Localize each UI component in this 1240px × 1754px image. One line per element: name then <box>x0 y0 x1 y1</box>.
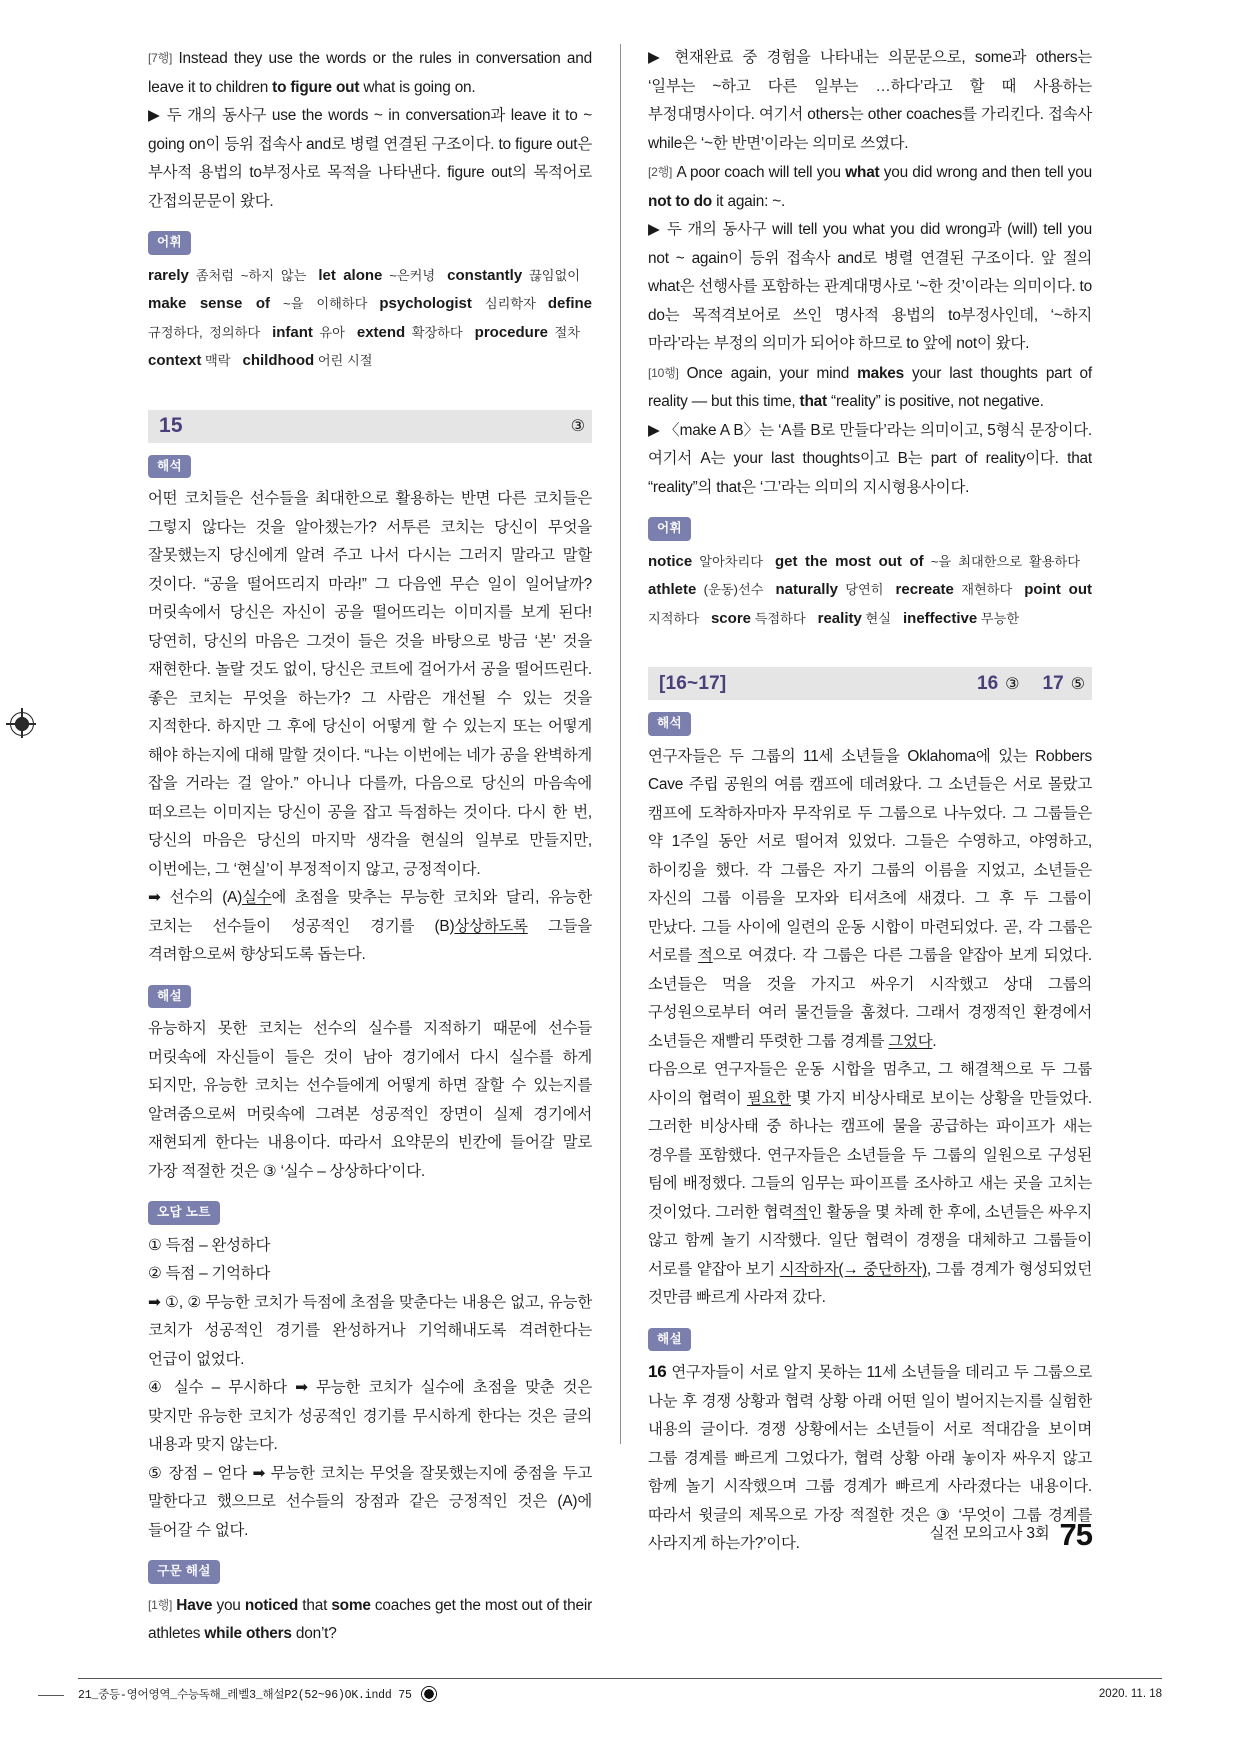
left-column <box>148 44 592 1649</box>
vocab-meaning: 무능한 <box>977 610 1020 626</box>
interpretation-paragraph-1: 연구자들은 두 그룹의 11세 소년들을 Oklahoma에 있는 Robbers Cave 주립 공원의 여름 캠프에 데려왔다. 그 소년들은 서로 몰랐고 캠프에 도착하자마자 무작위로 두 그룹으로 나누었다. 그 그룹들은 약 1주일 동안 서로 떨어져 있었다. 그들은 수영하고, 야영하고, 하이킹을 했다. 각 그룹은 자기 그룹의 이름을 지었고, 소년들은 자신의 그룹 이름을 모자와 티셔츠에 새겼다. 그 후 두 그룹이 만났다. 그들 사이에 일련의 운동 시합이 마련되었다. 곧, 각 그룹은 서로를 적으로 여겼다. 각 그룹은 다른 그룹을 얕잡아 보게 되었다. 소년들은 먹을 것을 가지고 싸우기 시작했고 상대 그룹의 구성원으로부터 여러 물건들을 훔쳤다. 그래서 경쟁적인 환경에서 소년들은 재빨리 뚜렷한 그룹 경계를 그었다. <box>648 747 1092 1050</box>
question-answer: ③ <box>570 418 585 436</box>
vocab-meaning: ~을 이해하다 <box>270 296 368 312</box>
answer-question-number: 16 <box>977 672 999 694</box>
line-marker: [2행] <box>648 165 673 179</box>
wrong-note-item: ➡ ①, ② 무능한 코치가 득점에 초점을 맞춘다는 내용은 없고, 유능한 코치가 성공적인 경기를 완성하거나 기억해내도록 격려한다는 언급이 없었다. <box>148 1293 592 1368</box>
right-syntax-items <box>648 158 1092 502</box>
vocab-meaning: 득점하다 <box>751 610 806 626</box>
syntax-token: it again: ~. <box>712 192 786 210</box>
vocab-meaning: ~은커녕 <box>382 267 436 283</box>
syntax-token: that <box>298 1596 332 1614</box>
wrong-notes-label-row <box>148 1201 592 1225</box>
vocab-meaning: 확장하다 <box>405 324 463 340</box>
interpretation-paragraph: 어떤 코치들은 선수들을 최대한으로 활용하는 반면 다른 코치들은 그렇지 않다는 것을 알아챘는가? 서투른 코치는 당신이 무엇을 잘못했는지 당신에게 알려 주고 나서 다시는 그러지 말라고 말할 것이다. “공을 떨어뜨리지 마라!” 그 다음엔 무슨 일이 일어날까? 머릿속에서 당신은 자신이 공을 떨어뜨리는 이미지를 보게 된다! 당연히, 당신의 마음은 그것이 들은 것을 바탕으로 방금 ‘본’ 것을 재현한다. 놀랄 것도 없이, 당신은 코트에 걸어가서 공을 떨어뜨린다. 좋은 코치는 무엇을 하는가? 그 사람은 개선될 수 있는 것을 지적한다. 하지만 그 후에 당신이 어떻게 할 수 있는지 또는 어떻게 해야 하는지에 대해 말할 것이다. “나는 이번에는 네가 공을 완벽하게 잡을 거라는 걸 알아.” 아니나 다를까, 다음으로 당신의 마음속에 떠오르는 이미지는 당신이 공을 잡고 득점하는 것이다. 다시 한 번, 당신의 마음은 당신의 마지막 생각을 현실의 일부로 만들지만, 이번에는, 그 ‘현실’이 부정적이지 않고, 긍정적이다. <box>148 490 592 878</box>
explanation-pill: 해설 <box>648 1328 691 1352</box>
syntax-bold-token: that <box>799 393 827 410</box>
vocab-word: psychologist <box>379 295 472 313</box>
syntax-token: coaches get the most out of their athletes <box>148 1596 592 1643</box>
vocabulary-label-row-left <box>148 231 592 255</box>
vocab-meaning: 절차 <box>548 324 580 340</box>
vocab-meaning: 좀처럼 ~하지 않는 <box>188 267 307 283</box>
syntax-bold-token: what <box>845 164 880 181</box>
vocab-word: ineffective <box>902 609 978 627</box>
interpretation-paragraph-2: 다음으로 연구자들은 운동 시합을 멈추고, 그 해결책으로 두 그룹 사이의 협력이 필요한 몇 가지 비상사태로 보이는 상황을 만들었다. 그러한 비상사태 중 하나는 캠프에 물을 공급하는 파이프가 새는 경우를 포함했다. 연구자들은 소년들을 두 그룹의 일원으로 구성된 팀에 배정했다. 그들의 임무는 파이프를 조사하고 새는 곳을 고치는 것이었다. 그러한 협력적인 활동을 몇 차례 한 후에, 소년들은 싸우지 않고 함께 놀기 시작했다. 일단 협력이 경쟁을 대체하고 그룹들이 서로를 얕잡아 보기 시작하자(→ 중단하자), 그룹 경계가 형성되었던 것만큼 빠르게 사라져 갔다. <box>648 1061 1093 1307</box>
vocab-word: notice <box>648 552 693 570</box>
vocabulary-list-right <box>648 548 1092 634</box>
syntax-bold-token: noticed <box>244 1596 299 1614</box>
column-divider <box>620 44 621 1444</box>
question-range: [16~17] <box>659 672 727 694</box>
vocabulary-pill: 어휘 <box>648 517 691 541</box>
summary-pre: 선수의 (A) <box>160 889 243 907</box>
vocab-meaning: 맥락 <box>201 353 231 369</box>
summary-blank-b: 상상하도록 <box>454 917 528 935</box>
print-filename: 21_중등-영어영역_수능독해_레벨3_해설P2(52~96)OK.indd 75 <box>78 1689 412 1702</box>
syntax-sentence-right <box>648 359 1092 417</box>
interpretation-label-row-left <box>148 455 592 479</box>
explanation-number: 16 <box>648 1362 667 1382</box>
interpretation-label-row-right <box>648 712 1092 736</box>
wrong-notes-pill: 오답 노트 <box>148 1201 220 1225</box>
syntax-bold-token: while others <box>204 1625 292 1643</box>
vocab-word: score <box>710 609 751 627</box>
right-column <box>648 44 1092 1559</box>
vocab-meaning: 유아 <box>312 324 345 340</box>
syntax-note-right: ▶ 〈make A B〉는 ‘A를 B로 만들다’라는 의미이고, 5형식 문장이다. 여기서 A는 your last thoughts이고 B는 part of reality이다. that “reality”의 that은 ‘그’라는 의미의 지시형용사이다. <box>648 421 1092 496</box>
line-marker: [7행] <box>148 51 173 65</box>
vocab-word: reality <box>817 609 862 627</box>
vocab-meaning: 재현하다 <box>953 582 1013 598</box>
summary-mid: 에 초점을 맞추는 무능한 코치와 달리, 유능한 코치는 선수들이 성공적인 경기를 (B) <box>148 889 592 935</box>
wrong-note-item: ② 득점 – 기억하다 <box>148 1265 271 1283</box>
syntax-sentence-left <box>148 1591 592 1649</box>
underlined-term: 필요한 <box>746 1089 791 1107</box>
english-tail: what is going on. <box>359 78 476 96</box>
carryover-english-sentence <box>148 44 592 102</box>
syntax-bold-token: not to do <box>648 192 713 210</box>
answer-choice: ⑤ <box>1070 675 1085 693</box>
syntax-sentence-right <box>648 158 1092 216</box>
syntax-token: Once again, your mind <box>686 364 858 382</box>
summary-blank-a: 실수 <box>242 889 272 907</box>
vocab-word: infant <box>272 323 313 341</box>
footer-label: 실전 모의고사 3회 <box>929 1525 1050 1542</box>
vocab-word: athlete <box>648 581 697 599</box>
vocab-word: define <box>547 295 592 313</box>
question-band-16-17 <box>648 667 1092 700</box>
wrong-note-item: ⑤ 장점 – 얻다 ➡ 무능한 코치는 무엇을 잘못했는지에 중점을 두고 말한다고 했으므로 선수들의 장점과 같은 긍정적인 것은 (A)에 들어갈 수 없다. <box>148 1464 592 1539</box>
explanation-label-row-right <box>648 1328 1092 1352</box>
underlined-term: 적 <box>792 1203 808 1221</box>
answer-choice: ③ <box>1005 675 1020 693</box>
vocab-word: make sense of <box>148 295 271 313</box>
syntax-pill: 구문 해설 <box>148 1560 220 1584</box>
vocab-meaning: 현실 <box>861 610 891 626</box>
interpretation-pill: 해석 <box>648 712 691 736</box>
vocab-meaning: 당연히 <box>837 582 884 598</box>
underlined-term: 시작하자(→ 중단하자) <box>779 1260 927 1278</box>
registration-mark-left <box>10 712 34 736</box>
vocab-meaning: 끊임없이 <box>522 267 580 283</box>
syntax-token: you did wrong and then tell you <box>879 164 1092 181</box>
line-marker: [1행] <box>148 1597 173 1612</box>
underlined-term: 그었다 <box>888 1032 933 1050</box>
explanation-pill: 해설 <box>148 985 191 1009</box>
syntax-bold-token: makes <box>857 364 905 382</box>
explanation-label-row-left <box>148 985 592 1009</box>
vocab-meaning: 어린 시절 <box>314 353 373 369</box>
syntax-token: A poor coach will tell you <box>676 164 846 181</box>
print-info-line <box>78 1678 1162 1702</box>
vocab-meaning: (운동)선수 <box>696 582 764 598</box>
vocab-meaning: 심리학자 <box>471 296 536 312</box>
vocab-word: context <box>148 352 202 370</box>
summary-tail: 그들을 격려함으로써 향상되도록 돕는다. <box>148 917 592 964</box>
vocab-word: get the most out of <box>774 552 924 570</box>
question-band-15 <box>148 410 592 443</box>
vocab-word: point out <box>1024 581 1093 599</box>
vocab-word: rarely <box>148 266 189 284</box>
registration-mark-footer <box>421 1686 437 1702</box>
vocab-meaning: 지적하다 <box>648 610 699 626</box>
syntax-rich-left <box>148 1597 592 1643</box>
vocab-word: procedure <box>474 323 549 341</box>
vocabulary-pill: 어휘 <box>148 231 191 255</box>
vocabulary-label-row-right <box>648 517 1092 541</box>
footer-title-block <box>929 1516 1092 1552</box>
syntax-bold-token: some <box>331 1596 371 1614</box>
explanation-paragraph: 유능하지 못한 코치는 선수의 실수를 지적하기 때문에 선수들 머릿속에 자신들이 들은 것이 남아 경기에서 다시 실수를 하게 되지만, 유능한 코치는 선수들에게 어떻게 하면 잘할 수 있는지를 알려줌으로써 머릿속에 그려본 성공적인 장면이 실제 경기에서 재현되게 한다는 내용이다. 따라서 요약문의 빈칸에 들어갈 말로 가장 적절한 것은 ③ ‘실수 – 상상하다’이다. <box>148 1020 592 1180</box>
syntax-note-right: ▶ 두 개의 동사구 will tell you what you did wrong과 (will) tell you not ~ again이 등위 접속사 and로 병렬 연결된 구조이다. 앞 절의 what은 선행사를 포함하는 관계대명사로 ‘~한 것’이라는 의미이다. to do는 목적격보어로 쓰인 명사적 용법의 to부정사인데, ‘~하지 마라’라는 부정의 의미가 되어야 하므로 to 앞에 not이 왔다. <box>648 221 1092 352</box>
syntax-token: don’t? <box>291 1625 337 1643</box>
syntax-bold-token: Have <box>176 1596 213 1614</box>
question-answers <box>977 673 1085 695</box>
vocab-word: recreate <box>895 581 954 599</box>
vocab-word: naturally <box>775 581 838 599</box>
right-top-note: ▶ 현재완료 중 경험을 나타내는 의문문으로, some과 others는 ‘일부는 ~하고 다른 일부는 …하다’라고 할 때 사용하는 부정대명사이다. 여기서 others는 other coaches를 가리킨다. 접속사 while은 ‘~한 반면’이라는 의미로 쓰였다. <box>648 49 1092 152</box>
page-number: 75 <box>1059 1516 1092 1552</box>
crop-tick-left <box>38 1695 64 1696</box>
summary-sentence <box>148 884 592 970</box>
english-text: Instead they use the words or the rules in conversation and leave it to children <box>148 50 593 96</box>
vocab-word: childhood <box>242 352 315 370</box>
interpretation-pill: 해석 <box>148 455 191 479</box>
syntax-token: “reality” is positive, not negative. <box>826 393 1044 410</box>
line-marker: [10행] <box>648 365 679 380</box>
vocabulary-list-left <box>148 262 592 376</box>
carryover-korean-note: ▶ 두 개의 동사구 use the words ~ in conversation과 leave it to ~ going on이 등위 접속사 and로 병렬 연결된 구조이다. to figure out은 부사적 용법의 to부정사로 목적을 나타낸다. figure out의 목적어로 간접의문문이 왔다. <box>148 107 592 210</box>
wrong-notes-list <box>148 1232 592 1546</box>
vocab-word: let alone <box>318 266 383 284</box>
vocab-meaning: ~을 최대한으로 활용하다 <box>923 553 1080 569</box>
syntax-label-row-left <box>148 1560 592 1584</box>
vocab-word: extend <box>356 323 406 341</box>
print-date: 2020. 11. 18 <box>1098 1688 1162 1700</box>
explanation-body: 연구자들이 서로 알지 못하는 11세 소년들을 데리고 두 그룹으로 나눈 후 경쟁 상황과 협력 상황 아래 어떤 일이 벌어지는지를 실험한 내용의 글이다. 경쟁 상황에서는 소년들이 서로 적대감을 보이며 그룹 경계를 빠르게 그었다가, 협력 상황 아래 놓이자 싸우지 않고 함께 놀기 시작했으며 그룹 경계가 빠르게 사라졌다는 내용이다. 따라서 윗글의 제목으로 가장 적절한 것은 ③ ‘무엇이 그룹 경계를 사라지게 하는가?’이다. <box>648 1364 1092 1553</box>
wrong-note-item: ① 득점 – 완성하다 <box>148 1236 271 1254</box>
vocab-meaning: 알아차리다 <box>692 553 763 569</box>
underlined-term: 적 <box>698 947 713 965</box>
english-bold: to figure out <box>272 78 360 96</box>
vocab-meaning: 규정하다, 정의하다 <box>148 324 261 340</box>
question-number: 15 <box>159 414 183 438</box>
syntax-token: you <box>212 1596 245 1614</box>
summary-arrow: ➡ <box>148 889 161 907</box>
answer-question-number: 17 <box>1042 672 1064 694</box>
syntax-token: your last thoughts part of reality — but this time, <box>648 364 1092 410</box>
vocab-word: constantly <box>447 266 523 284</box>
wrong-note-item: ④ 실수 – 무시하다 ➡ 무능한 코치가 실수에 초점을 맞춘 것은 맞지만 유능한 코치가 성공적인 경기를 무시하게 한다는 것은 글의 내용과 맞지 않는다. <box>148 1379 592 1454</box>
